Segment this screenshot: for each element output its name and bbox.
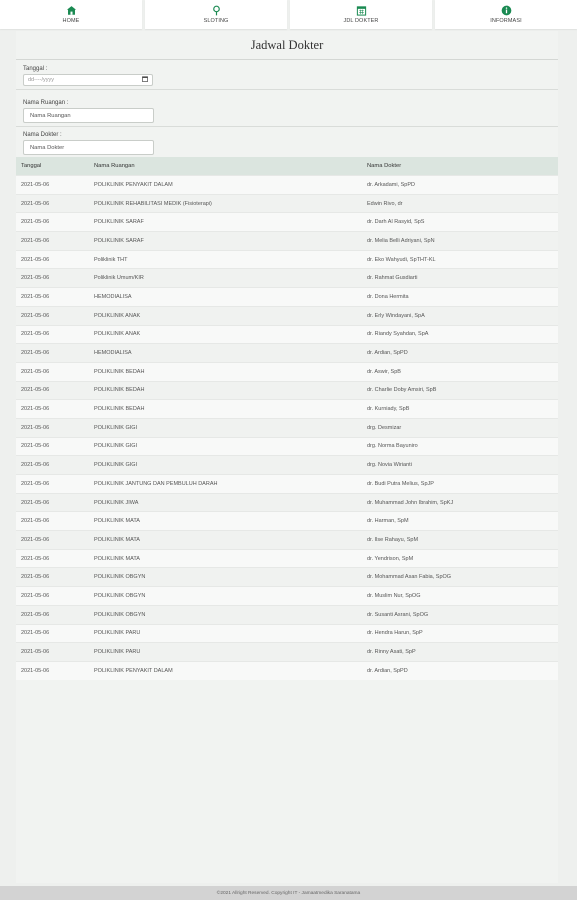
cell-nama-dokter: dr. Rahmat Gusdiarti	[367, 269, 558, 288]
table-row	[16, 587, 558, 606]
cell-nama-ruangan: HEMODIALISA	[94, 344, 367, 363]
dokter-input[interactable]	[23, 140, 154, 155]
cell-tanggal: 2021-05-06	[16, 325, 94, 344]
cell-nama-dokter: dr. Dona Hermita	[367, 288, 558, 307]
cell-nama-dokter: drg. Norma Bayuniro	[367, 437, 558, 456]
cell-nama-ruangan: POLIKLINIK PARU	[94, 643, 367, 662]
nav-jdl-dokter[interactable]	[290, 0, 432, 29]
cell-tanggal: 2021-05-06	[16, 232, 94, 251]
cell-nama-ruangan: Poliklinik Umum/KIR	[94, 269, 367, 288]
cell-nama-ruangan: POLIKLINIK PENYAKIT DALAM	[94, 661, 367, 679]
column-header-ruangan: Nama Ruangan	[94, 157, 367, 176]
table-row	[16, 288, 558, 307]
cell-nama-ruangan: POLIKLINIK PARU	[94, 624, 367, 643]
table-row	[16, 213, 558, 232]
cell-nama-dokter: dr. Harman, SpM	[367, 512, 558, 531]
table-row	[16, 344, 558, 363]
cell-nama-dokter: dr. Susanti Asrani, SpOG	[367, 605, 558, 624]
tanggal-group	[23, 66, 558, 90]
calendar-picker-icon[interactable]	[142, 76, 148, 84]
cell-nama-dokter: dr. Kurniady, SpB	[367, 400, 558, 419]
footer	[0, 886, 577, 900]
nav-home-label: HOME	[62, 18, 80, 24]
column-header-tanggal: Tanggal	[16, 157, 94, 176]
cell-nama-dokter: dr. Riandy Syahdan, SpA	[367, 325, 558, 344]
tanggal-placeholder: dd----/yyyy	[28, 77, 54, 83]
cell-tanggal: 2021-05-06	[16, 605, 94, 624]
cell-nama-ruangan: POLIKLINIK JIWA	[94, 493, 367, 512]
cell-nama-dokter: dr. Melia Belli Adriyani, SpN	[367, 232, 558, 251]
cell-tanggal: 2021-05-06	[16, 381, 94, 400]
home-icon	[66, 5, 77, 16]
cell-tanggal: 2021-05-06	[16, 306, 94, 325]
cell-tanggal: 2021-05-06	[16, 269, 94, 288]
table-row	[16, 306, 558, 325]
schedule-table	[16, 157, 558, 680]
dokter-placeholder: Nama Dokter	[30, 144, 65, 151]
cell-tanggal: 2021-05-06	[16, 213, 94, 232]
divider	[16, 89, 558, 90]
cell-nama-dokter: dr. Muslim Nur, SpOG	[367, 587, 558, 606]
cell-tanggal: 2021-05-06	[16, 661, 94, 679]
cell-tanggal: 2021-05-06	[16, 362, 94, 381]
cell-nama-dokter: dr. Erly Windayani, SpA	[367, 306, 558, 325]
cell-nama-ruangan: POLIKLINIK BEDAH	[94, 362, 367, 381]
cell-nama-ruangan: POLIKLINIK SARAF	[94, 213, 367, 232]
cell-tanggal: 2021-05-06	[16, 475, 94, 494]
cell-nama-dokter: drg. Desmizar	[367, 418, 558, 437]
title-divider	[16, 59, 558, 60]
cell-tanggal: 2021-05-06	[16, 194, 94, 213]
table-row	[16, 512, 558, 531]
table-row	[16, 475, 558, 494]
cell-nama-ruangan: POLIKLINIK PENYAKIT DALAM	[94, 176, 367, 195]
column-header-dokter: Nama Dokter	[367, 157, 558, 176]
table-row	[16, 232, 558, 251]
table-row	[16, 624, 558, 643]
table-row	[16, 176, 558, 195]
table-row	[16, 325, 558, 344]
cell-tanggal: 2021-05-06	[16, 176, 94, 195]
cell-tanggal: 2021-05-06	[16, 288, 94, 307]
nav-informasi-label: INFORMASI	[490, 18, 522, 24]
cell-tanggal: 2021-05-06	[16, 624, 94, 643]
cell-nama-dokter: dr. Eko Wahyudi, SpTHT-KL	[367, 250, 558, 269]
table-row	[16, 549, 558, 568]
cell-nama-dokter: dr. Yendrison, SpM	[367, 549, 558, 568]
cell-tanggal: 2021-05-06	[16, 400, 94, 419]
cell-tanggal: 2021-05-06	[16, 456, 94, 475]
cell-nama-ruangan: POLIKLINIK BEDAH	[94, 381, 367, 400]
cell-nama-ruangan: POLIKLINIK OBGYN	[94, 587, 367, 606]
cell-nama-dokter: dr. Budi Putra Melius, SpJP	[367, 475, 558, 494]
cell-nama-dokter: dr. Muhammad John Ibrahim, SpKJ	[367, 493, 558, 512]
table-body	[16, 176, 558, 680]
cell-nama-ruangan: POLIKLINIK SARAF	[94, 232, 367, 251]
top-nav	[0, 0, 577, 30]
cell-nama-ruangan: POLIKLINIK MATA	[94, 549, 367, 568]
cell-nama-ruangan: POLIKLINIK BEDAH	[94, 400, 367, 419]
cell-nama-dokter: dr. Mohammad Asan Fabia, SpOG	[367, 568, 558, 587]
cell-tanggal: 2021-05-06	[16, 568, 94, 587]
cell-nama-ruangan: POLIKLINIK JANTUNG DAN PEMBULUH DARAH	[94, 475, 367, 494]
cell-nama-dokter: Edwin Rivo, dr	[367, 194, 558, 213]
map-pin-icon	[211, 5, 222, 16]
cell-nama-dokter: dr. Darh Al Rasyid, SpS	[367, 213, 558, 232]
cell-nama-dokter: dr. Ilse Rahayu, SpM	[367, 531, 558, 550]
cell-nama-ruangan: POLIKLINIK OBGYN	[94, 605, 367, 624]
nav-sloting-label: SLOTING	[203, 18, 229, 24]
dokter-label: Nama Dokter :	[23, 132, 62, 138]
cell-nama-ruangan: POLIKLINIK GIGI	[94, 437, 367, 456]
cell-nama-dokter: dr. Ardian, SpPD	[367, 661, 558, 679]
cell-tanggal: 2021-05-06	[16, 587, 94, 606]
calendar-icon	[356, 5, 367, 16]
cell-tanggal: 2021-05-06	[16, 531, 94, 550]
nav-informasi[interactable]	[435, 0, 577, 29]
cell-nama-ruangan: POLIKLINIK ANAK	[94, 325, 367, 344]
table-row	[16, 493, 558, 512]
table-row	[16, 269, 558, 288]
nav-home[interactable]	[0, 0, 142, 29]
cell-nama-ruangan: Poliklinik THT	[94, 250, 367, 269]
cell-nama-dokter: drg. Novia Wirianti	[367, 456, 558, 475]
cell-tanggal: 2021-05-06	[16, 437, 94, 456]
cell-tanggal: 2021-05-06	[16, 643, 94, 662]
cell-nama-ruangan: POLIKLINIK GIGI	[94, 456, 367, 475]
tanggal-label: Tanggal :	[23, 66, 48, 72]
table-row	[16, 661, 558, 679]
table-row	[16, 381, 558, 400]
cell-nama-ruangan: POLIKLINIK MATA	[94, 512, 367, 531]
nav-jdl-dokter-label: JDL DOKTER	[343, 18, 379, 24]
ruangan-placeholder: Nama Ruangan	[30, 112, 71, 119]
cell-tanggal: 2021-05-06	[16, 418, 94, 437]
nav-sloting[interactable]	[145, 0, 287, 29]
cell-nama-dokter: dr. Ardian, SpPD	[367, 344, 558, 363]
ruangan-group	[23, 100, 558, 127]
footer-copyright: ©2021 Allright Reserved. Copyright IT - Jamaatmedika Saranatama	[216, 890, 361, 896]
table-row	[16, 531, 558, 550]
cell-tanggal: 2021-05-06	[16, 512, 94, 531]
ruangan-input[interactable]	[23, 108, 154, 123]
divider	[16, 126, 558, 127]
table-row	[16, 643, 558, 662]
cell-nama-dokter: dr. Aswir, SpB	[367, 362, 558, 381]
info-icon	[501, 5, 512, 16]
cell-tanggal: 2021-05-06	[16, 250, 94, 269]
table-row	[16, 250, 558, 269]
cell-nama-ruangan: POLIKLINIK MATA	[94, 531, 367, 550]
cell-nama-dokter: dr. Arkadami, SpPD	[367, 176, 558, 195]
page-title: Jadwal Dokter	[250, 38, 324, 52]
table-row	[16, 437, 558, 456]
cell-nama-ruangan: HEMODIALISA	[94, 288, 367, 307]
cell-nama-dokter: dr. Hendra Harun, SpP	[367, 624, 558, 643]
cell-nama-dokter: dr. Rinny Asati, SpP	[367, 643, 558, 662]
cell-tanggal: 2021-05-06	[16, 493, 94, 512]
table-row	[16, 605, 558, 624]
tanggal-date-input[interactable]	[23, 74, 153, 86]
table-row	[16, 362, 558, 381]
table-row	[16, 418, 558, 437]
cell-nama-ruangan: POLIKLINIK GIGI	[94, 418, 367, 437]
dokter-group	[23, 132, 558, 155]
cell-nama-ruangan: POLIKLINIK OBGYN	[94, 568, 367, 587]
table-row	[16, 400, 558, 419]
table-row	[16, 568, 558, 587]
table-header-row	[16, 157, 558, 176]
table-row	[16, 194, 558, 213]
cell-nama-dokter: dr. Charlie Doby Amsiri, SpB	[367, 381, 558, 400]
cell-tanggal: 2021-05-06	[16, 549, 94, 568]
cell-tanggal: 2021-05-06	[16, 344, 94, 363]
cell-nama-ruangan: POLIKLINIK REHABILITASI MEDIK (Fisioterapi)	[94, 194, 367, 213]
ruangan-label: Nama Ruangan :	[23, 100, 69, 106]
cell-nama-ruangan: POLIKLINIK ANAK	[94, 306, 367, 325]
table-row	[16, 456, 558, 475]
